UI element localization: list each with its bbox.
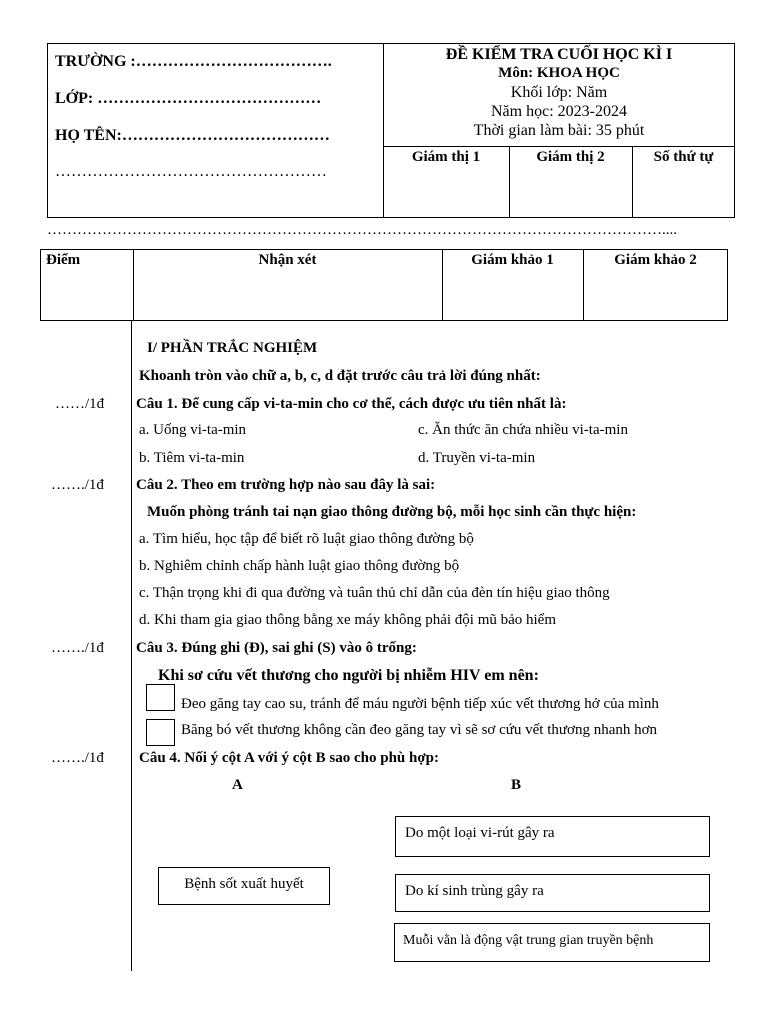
school-year: Năm học: 2023-2024 bbox=[491, 103, 627, 120]
proctor-2-label: Giám thị 2 bbox=[536, 149, 605, 165]
proctor-1-label: Giám thị 1 bbox=[411, 149, 481, 165]
q2-text: Câu 2. Theo em trường hợp nào sau đây là sai: bbox=[136, 477, 436, 493]
serial-number-label: Số thứ tự bbox=[653, 149, 714, 165]
q4-b3-label: Muỗi vằn là động vật trung gian truyền bệnh bbox=[403, 933, 654, 948]
q4-b1-label: Do một loại vi-rút gây ra bbox=[405, 825, 555, 841]
q4-text: Câu 4. Nối ý cột A với ý cột B sao cho phù hợp: bbox=[139, 750, 439, 766]
q4-column-b-item-3[interactable] bbox=[394, 923, 710, 962]
q4-column-b-item-1[interactable] bbox=[395, 816, 710, 857]
comment-label: Nhận xét bbox=[258, 252, 317, 268]
q2-lead: Muốn phòng tránh tai nạn giao thông đường bộ, mỗi học sinh cần thực hiện: bbox=[147, 504, 637, 520]
q1-text: Câu 1. Để cung cấp vi-ta-min cho cơ thể, cách được ưu tiên nhất là: bbox=[136, 396, 567, 412]
q1-points: ……/1đ bbox=[55, 396, 105, 412]
q1-option-b[interactable]: b. Tiêm vi-ta-min bbox=[139, 450, 245, 466]
margin-line bbox=[131, 321, 132, 971]
proctor-row-top bbox=[383, 146, 735, 147]
school-field: TRƯỜNG :………………………………. bbox=[55, 53, 332, 70]
q4-points: ……./1đ bbox=[51, 750, 104, 766]
q3-answer-box-2[interactable] bbox=[146, 719, 175, 746]
q3-lead: Khi sơ cứu vết thương cho người bị nhiễm HIV em nên: bbox=[158, 667, 539, 684]
duration: Thời gian làm bài: 35 phút bbox=[473, 122, 645, 139]
q3-item-1: Đeo găng tay cao su, tránh để máu người bệnh tiếp xúc vết thương hở của mình bbox=[181, 696, 659, 712]
score-label: Điểm bbox=[46, 252, 81, 268]
q2-points: ……./1đ bbox=[51, 477, 104, 493]
q4-b2-label: Do kí sinh trùng gây ra bbox=[405, 883, 544, 899]
exam-title: ĐỀ KIỂM TRA CUỐI HỌC KÌ I bbox=[445, 46, 673, 63]
q4-column-a-item-1[interactable] bbox=[158, 867, 330, 905]
section-title: I/ PHẦN TRẮC NGHIỆM bbox=[147, 340, 318, 356]
q3-answer-box-1[interactable] bbox=[146, 684, 175, 711]
q3-points: ……./1đ bbox=[51, 640, 104, 656]
subject: Môn: KHOA HỌC bbox=[498, 65, 620, 81]
q3-item-2: Băng bó vết thương không cần đeo găng tay vì sẽ sơ cứu vết thương nhanh hơn bbox=[181, 722, 658, 738]
q4-column-b-item-2[interactable] bbox=[395, 874, 710, 912]
cut-line: …………………………………………………………………………………………………………….... bbox=[47, 222, 677, 238]
q2-option-b[interactable]: b. Nghiêm chỉnh chấp hành luật giao thông đường bộ bbox=[139, 558, 460, 574]
class-field: LỚP: …………………………………… bbox=[55, 90, 322, 107]
name-extra-line: …………………………………………… bbox=[55, 163, 327, 180]
q4-column-a-header: A bbox=[232, 777, 243, 793]
q1-option-c[interactable]: c. Ăn thức ăn chứa nhiều vi-ta-min bbox=[418, 422, 628, 438]
q4-a1-label: Bệnh sốt xuất huyết bbox=[184, 876, 304, 892]
grade: Khối lớp: Năm bbox=[510, 84, 608, 101]
examiner-2-label: Giám khảo 2 bbox=[614, 252, 697, 268]
q2-option-d[interactable]: d. Khi tham gia giao thông bằng xe máy không phải đội mũ bảo hiểm bbox=[139, 612, 557, 628]
examiner-1-label: Giám khảo 1 bbox=[471, 252, 554, 268]
q4-column-b-header: B bbox=[511, 777, 522, 793]
q2-option-c[interactable]: c. Thận trọng khi đi qua đường và tuân thủ chỉ dẫn của đèn tín hiệu giao thông bbox=[139, 585, 610, 601]
q3-text: Câu 3. Đúng ghi (Đ), sai ghi (S) vào ô trống: bbox=[136, 640, 417, 656]
q1-option-d[interactable]: d. Truyền vi-ta-min bbox=[418, 450, 536, 466]
q2-option-a[interactable]: a. Tìm hiểu, học tập để biết rõ luật giao thông đường bộ bbox=[139, 531, 474, 547]
section-instruction: Khoanh tròn vào chữ a, b, c, d đặt trước câu trả lời đúng nhất: bbox=[139, 368, 541, 384]
name-field: HỌ TÊN:………………………………… bbox=[55, 127, 330, 144]
q1-option-a[interactable]: a. Uống vi-ta-min bbox=[139, 422, 247, 438]
